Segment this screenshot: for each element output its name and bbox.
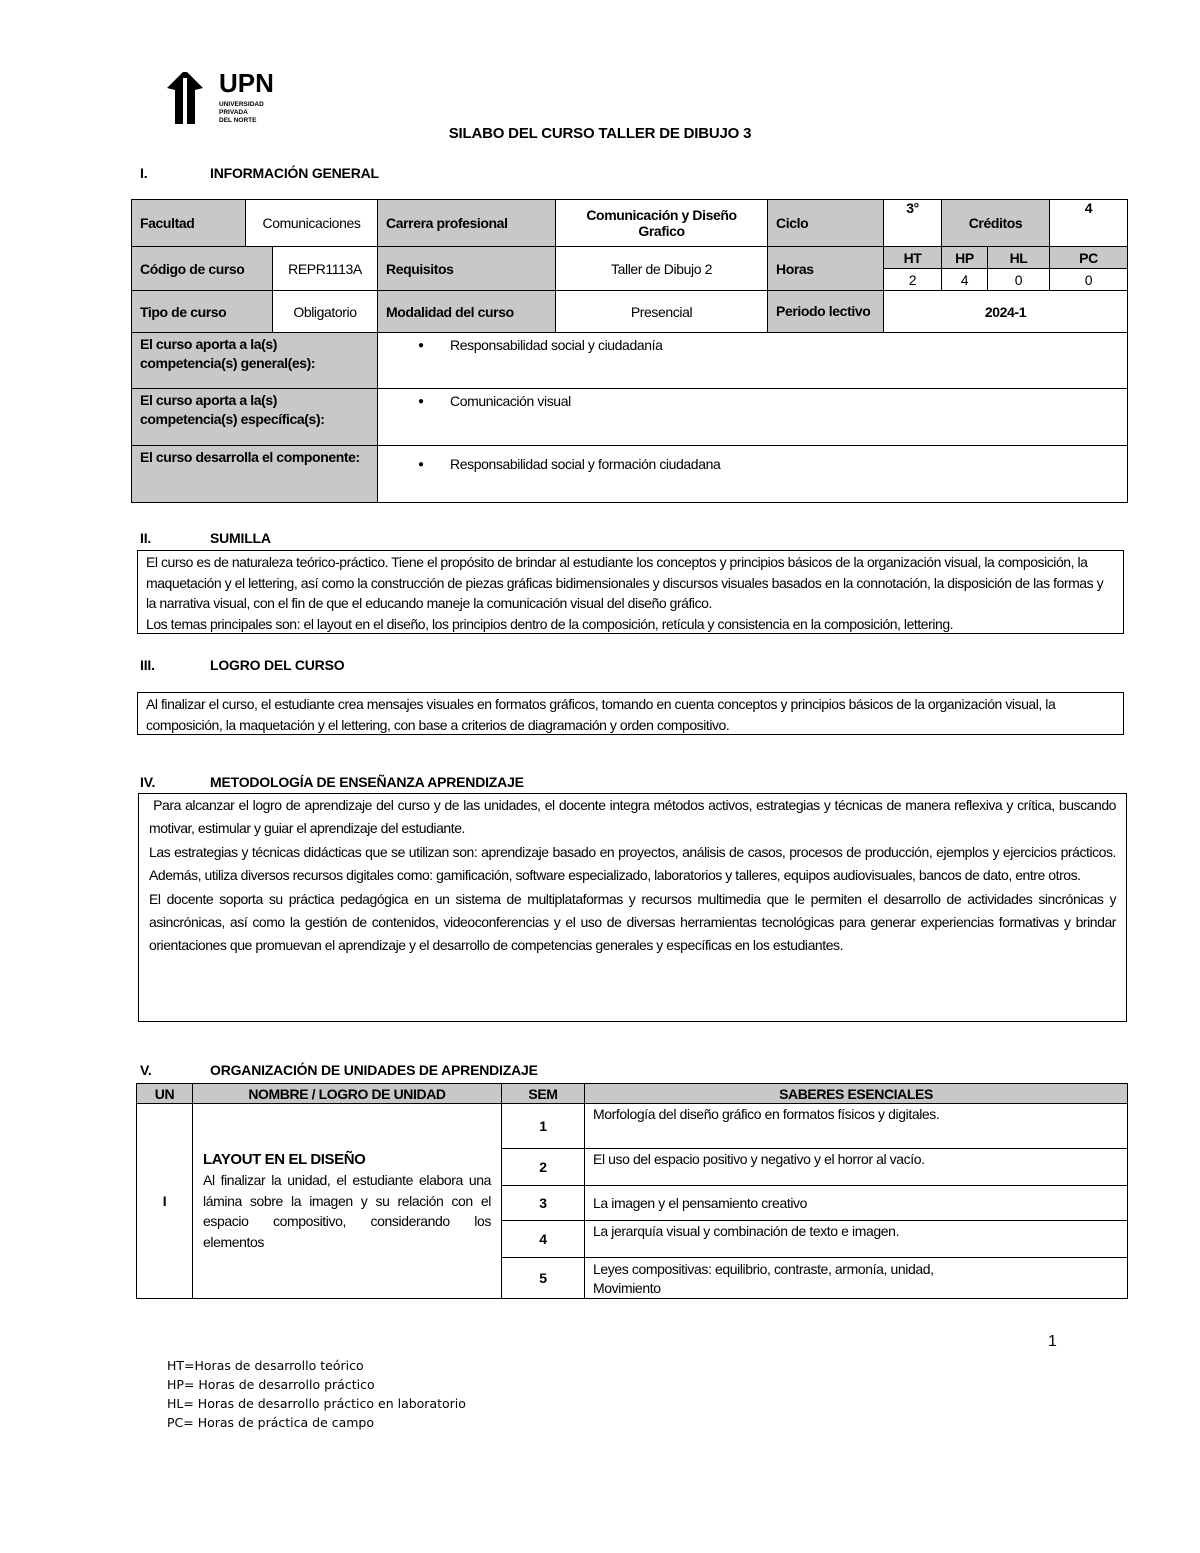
logo-line-3: DEL NORTE (219, 117, 257, 124)
tipo-label: Tipo de curso (132, 291, 273, 333)
carrera-label: Carrera profesional (378, 200, 556, 247)
metodologia-paragraph-3: El docente soporta su práctica pedagógica en un sistema de multiplataformas y recursos multimedia que le permiten el desarrollo de actividades sincrónicas y asincrónicas, así como la gestión de contenidos, videoconferencias y el uso de diversas herramientas tecnológicas para generar experiencias formativas y brindar orientaciones que promuevan el aprendizaje y el desarrollo de competencias generales y específicas en los estudiantes. (149, 890, 1116, 954)
horas-head-pc: PC (1050, 247, 1128, 269)
logo-mark-text: UPN (219, 70, 274, 98)
table-row (137, 1104, 1128, 1149)
modalidad-label: Modalidad del curso (378, 291, 556, 333)
horas-value-hp: 4 (942, 269, 988, 291)
comp-especifica-label: El curso aporta a la(s) competencia(s) específica(s): (132, 389, 378, 446)
requisitos-value: Taller de Dibujo 2 (556, 247, 768, 291)
document-title: SILABO DEL CURSO TALLER DE DIBUJO 3 (448, 125, 752, 142)
horas-head-hp: HP (942, 247, 988, 269)
ciclo-value: 3° (884, 200, 942, 247)
sem-number: 4 (502, 1221, 585, 1258)
tipo-value: Obligatorio (273, 291, 378, 333)
requisitos-label: Requisitos (378, 247, 556, 291)
comp-general-item (378, 333, 1127, 355)
upn-logo (165, 70, 275, 128)
footnote-hp: HP= Horas de desarrollo práctico (167, 1377, 375, 1392)
saber-text: La jerarquía visual y combinación de texto e imagen. (585, 1221, 1128, 1258)
footnote-hl: HL= Horas de desarrollo práctico en laboratorio (167, 1396, 466, 1411)
unit-number: I (137, 1104, 193, 1299)
comp-general-value: Responsabilidad social y ciudadanía (450, 337, 663, 353)
sumilla-box (137, 550, 1124, 634)
header-sem: SEM (502, 1084, 585, 1104)
facultad-label: Facultad (132, 200, 246, 247)
header-nombre: NOMBRE / LOGRO DE UNIDAD (193, 1084, 502, 1104)
comp-especifica-item (378, 389, 1127, 411)
unit-logro: Al finalizar la unidad, el estudiante elabora una lámina sobre la imagen y su relación con el espacio compositivo, considerando los elementos (203, 1172, 491, 1250)
codigo-label: Código de curso (132, 247, 273, 291)
metodologia-paragraph-1: Para alcanzar el logro de aprendizaje del curso y de las unidades, el docente integra métodos activos, estrategias y técnicas de manera reflexiva y crítica, buscando motivar, estimular y guiar el aprendizaje del estudiante. (149, 797, 1120, 837)
unidades-table (136, 1083, 1128, 1299)
logo-line-2: PRIVADA (219, 109, 248, 116)
upn-logo-mark (165, 70, 275, 128)
periodo-label: Periodo lectivo (768, 291, 884, 333)
horas-value-ht: 2 (884, 269, 942, 291)
footnote-ht: HT=Horas de desarrollo teórico (167, 1358, 364, 1373)
section-title: INFORMACIÓN GENERAL (210, 165, 379, 181)
componente-item (378, 446, 1127, 474)
logro-text: Al finalizar el curso, el estudiante crea mensajes visuales en formatos gráficos, tomando en cuenta conceptos y principios básicos de la organización visual, la composición, la maquetación y el lettering, con base a criterios de diagramación y orden compositivo. (146, 696, 1056, 733)
carrera-value: Comunicación y Diseño Grafico (556, 200, 768, 247)
saber-text: Leyes compositivas: equilibrio, contraste, armonía, unidad, Movimiento (585, 1258, 1128, 1299)
creditos-label: Créditos (942, 200, 1050, 247)
section-number: III. (140, 657, 155, 673)
section-5-heading (140, 1062, 840, 1082)
horas-head-hl: HL (988, 247, 1050, 269)
section-title: SUMILLA (210, 530, 271, 546)
saber-text: Morfología del diseño gráfico en formatos físicos y digitales. (585, 1104, 1128, 1149)
ciclo-label: Ciclo (768, 200, 884, 247)
comp-general-cell (378, 333, 1128, 389)
bullet-icon: ● (418, 459, 424, 470)
section-number: IV. (140, 774, 156, 790)
unit-name: LAYOUT EN EL DISEÑO (203, 1150, 366, 1168)
section-title: LOGRO DEL CURSO (210, 657, 345, 673)
logro-box (137, 692, 1124, 735)
section-number: V. (140, 1062, 152, 1078)
section-title: METODOLOGÍA DE ENSEÑANZA APRENDIZAJE (210, 774, 524, 790)
unit-description (193, 1104, 502, 1299)
header-saberes: SABERES ESENCIALES (585, 1084, 1128, 1104)
sem-number: 5 (502, 1258, 585, 1299)
sem-number: 1 (502, 1104, 585, 1149)
saber-text: La imagen y el pensamiento creativo (585, 1186, 1128, 1221)
comp-especifica-value: Comunicación visual (450, 393, 571, 409)
section-number: I. (140, 165, 148, 181)
section-4-heading (140, 774, 840, 794)
componente-value: Responsabilidad social y formación ciudadana (450, 456, 721, 472)
metodologia-paragraph-2: Las estrategias y técnicas didácticas que se utilizan son: aprendizaje basado en proyectos, análisis de casos, procesos de producción, ejemplos y ejercicios prácticos. Además, utiliza diversos recursos digitales como: gamificación, software especializado, laboratorios y talleres, equipos audiovisuales, bancos de dato, entre otros. (149, 843, 1116, 884)
section-3-heading (140, 657, 740, 677)
saber-text: El uso del espacio positivo y negativo y el horror al vacío. (585, 1149, 1128, 1186)
modalidad-value: Presencial (556, 291, 768, 333)
footnotes (167, 1356, 466, 1432)
logo-line-1: UNIVERSIDAD (219, 101, 264, 108)
section-1-heading (140, 165, 740, 185)
sumilla-paragraph-2: Los temas principales son: el layout en el diseño, los principios dentro de la composición, retícula y consistencia en la composición, lettering. (146, 615, 954, 632)
sumilla-paragraph-1: El curso es de naturaleza teórico-práctico. Tiene el propósito de brindar al estudiante los conceptos y principios básicos de la organización visual, la composición, la maquetación y el lettering, así como la construcción de piezas gráficas bidimensionales y discursos visuales basados en la connotación, la disposición de las formas y la narrativa visual, con el fin de que el educando maneje la comunicación visual del diseño gráfico. (146, 554, 1104, 611)
metodologia-box (138, 793, 1127, 1022)
section-number: II. (140, 530, 152, 546)
componente-cell (378, 446, 1128, 503)
facultad-value: Comunicaciones (246, 200, 378, 247)
periodo-value: 2024-1 (884, 291, 1128, 333)
sem-number: 2 (502, 1149, 585, 1186)
header-un: UN (137, 1084, 193, 1104)
sem-number: 3 (502, 1186, 585, 1221)
page-number: 1 (1048, 1333, 1057, 1350)
comp-especifica-cell (378, 389, 1128, 446)
section-2-heading (140, 530, 740, 550)
horas-value-pc: 0 (1050, 269, 1128, 291)
general-info-table (131, 199, 1128, 503)
horas-label: Horas (768, 247, 884, 291)
creditos-value: 4 (1050, 200, 1128, 247)
horas-head-ht: HT (884, 247, 942, 269)
bullet-icon: ● (418, 396, 424, 407)
footnote-pc: PC= Horas de práctica de campo (167, 1415, 375, 1430)
comp-general-label: El curso aporta a la(s) competencia(s) general(es): (132, 333, 378, 389)
bullet-icon: ● (418, 340, 424, 351)
componente-label: El curso desarrolla el componente: (132, 446, 378, 503)
horas-value-hl: 0 (988, 269, 1050, 291)
section-title: ORGANIZACIÓN DE UNIDADES DE APRENDIZAJE (210, 1062, 538, 1078)
codigo-value: REPR1113A (273, 247, 378, 291)
